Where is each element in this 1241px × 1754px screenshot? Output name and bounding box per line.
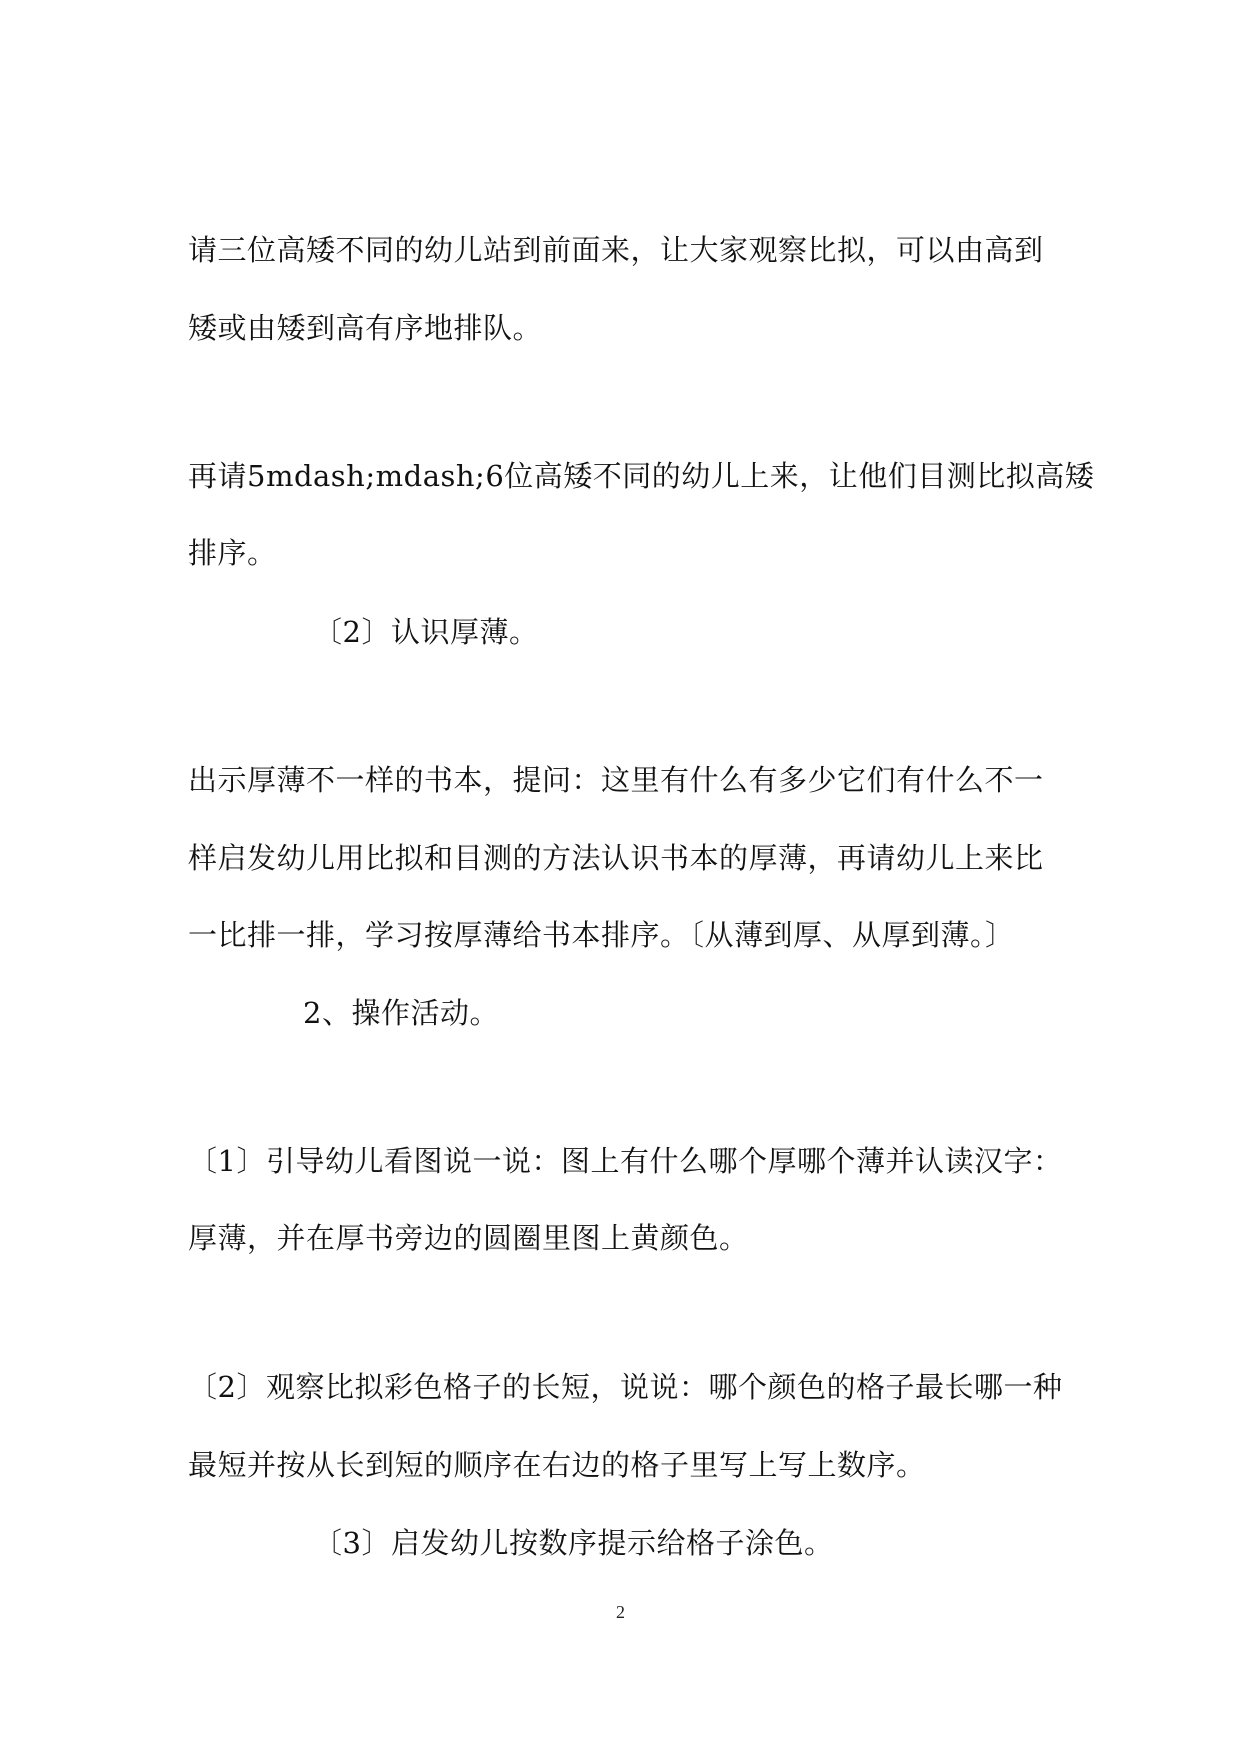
paragraph-4-line-1: 出示厚薄不一样的书本，提问：这里有什么有多少它们有什么不一 [188, 763, 1044, 797]
paragraph-7-line-2: 最短并按从长到短的顺序在右边的格子里写上写上数序。 [188, 1448, 926, 1482]
subheading-coloring: 〔3〕启发幼儿按数序提示给格子涂色。 [313, 1526, 834, 1560]
page-number: 2 [616, 1602, 625, 1622]
paragraph-7-line-1: 〔2〕观察比拟彩色格子的长短，说说：哪个颜色的格子最长哪一种 [188, 1370, 1063, 1404]
paragraph-1-line-2: 矮或由矮到高有序地排队。 [188, 311, 543, 345]
paragraph-6-line-2: 厚薄，并在厚书旁边的圆圈里图上黄颜色。 [188, 1221, 749, 1255]
paragraph-6-line-1: 〔1〕引导幼儿看图说一说：图上有什么哪个厚哪个薄并认读汉字： [188, 1144, 1063, 1178]
paragraph-2-line-1: 再请5mdash;mdash;6位高矮不同的幼儿上来，让他们目测比拟高矮 [188, 459, 1095, 493]
paragraph-1-line-1: 请三位高矮不同的幼儿站到前面来，让大家观察比拟，可以由高到 [188, 233, 1044, 267]
paragraph-4-line-3: 一比排一排，学习按厚薄给书本排序。〔从薄到厚、从厚到薄。〕 [188, 918, 1015, 952]
paragraph-4-line-2: 样启发幼儿用比拟和目测的方法认识书本的厚薄，再请幼儿上来比 [188, 841, 1044, 875]
subheading-thickness: 〔2〕认识厚薄。 [313, 615, 539, 649]
paragraph-2-line-2: 排序。 [188, 536, 277, 570]
subheading-activity: 2、操作活动。 [303, 996, 499, 1030]
